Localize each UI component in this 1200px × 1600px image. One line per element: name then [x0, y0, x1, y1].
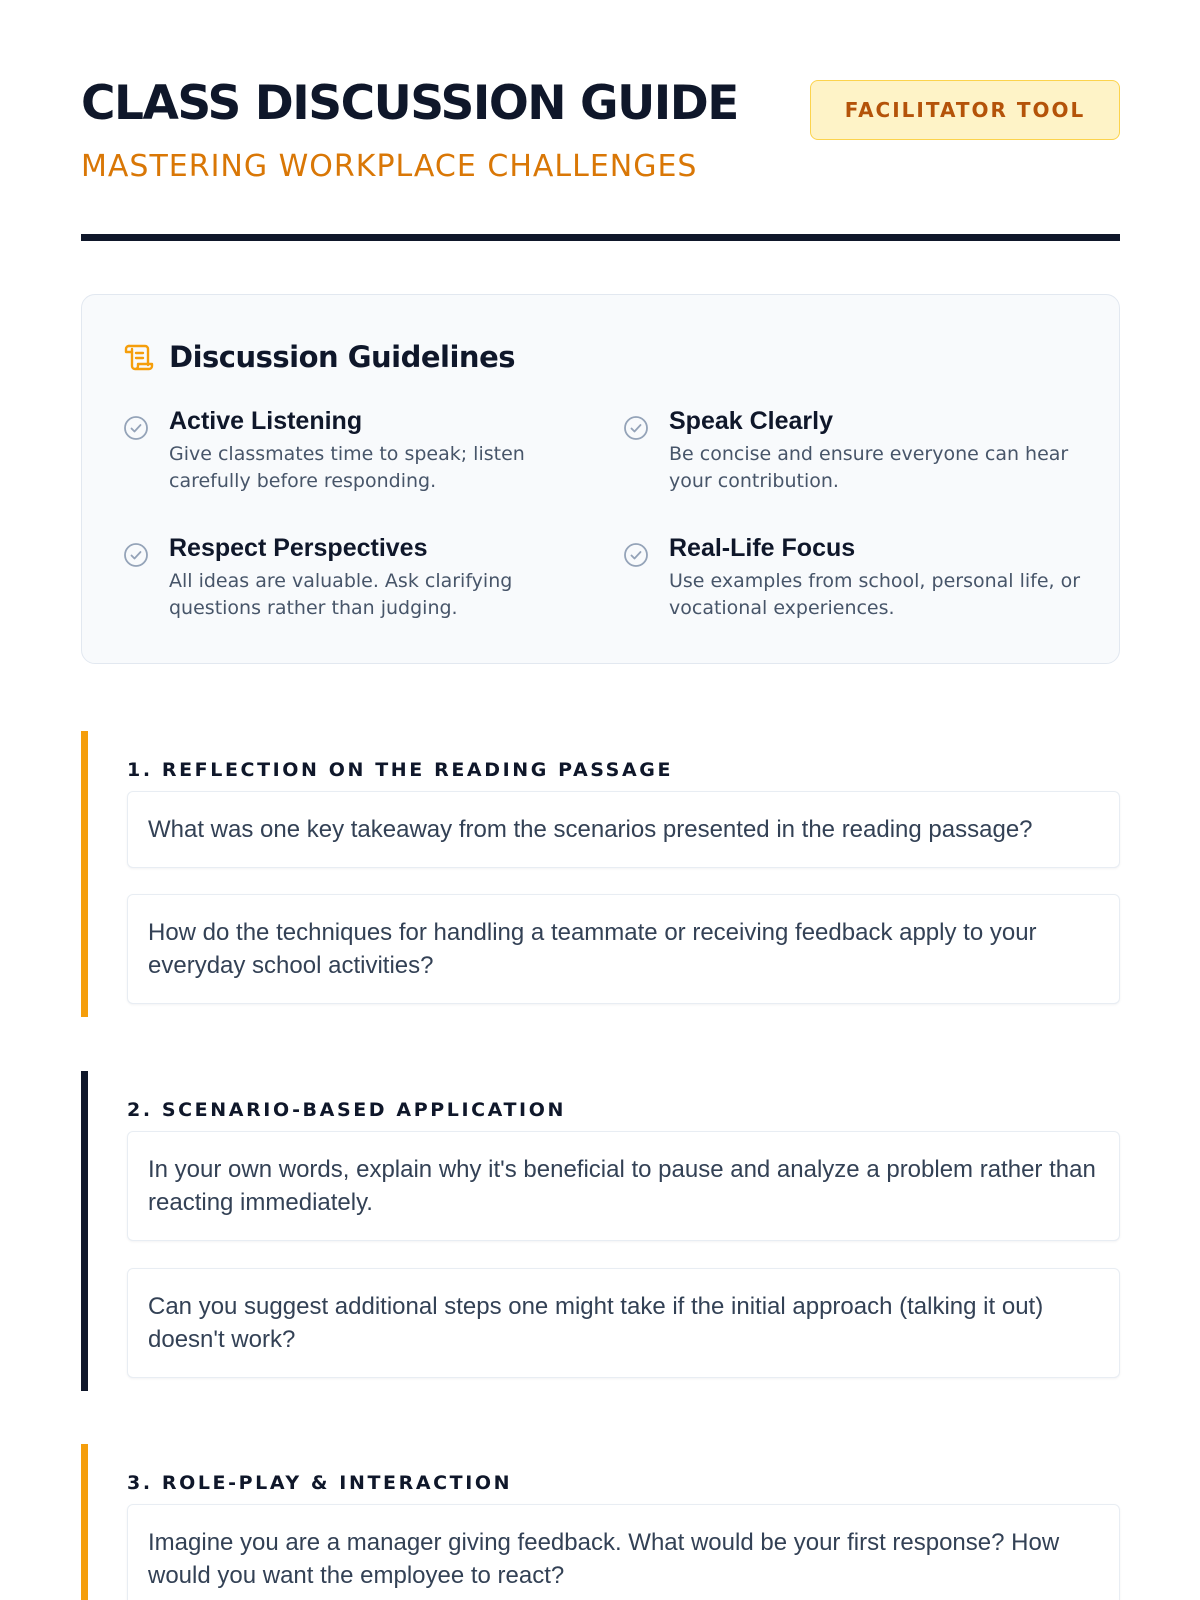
header-divider	[81, 234, 1120, 241]
section-accent-bar	[81, 1071, 88, 1391]
discussion-guide-page	[81, 0, 1120, 1589]
guideline-description: Use examples from school, personal life, or vocational experiences.	[669, 570, 1081, 619]
page-title: CLASS DISCUSSION GUIDE	[81, 76, 738, 131]
guideline-title: Real-Life Focus	[669, 534, 856, 562]
question-text: How do the techniques for handling a teammate or receiving feedback apply to your everyday school activities?	[148, 919, 1037, 979]
guideline-description: Be concise and ensure everyone can hear your contribution.	[669, 443, 1069, 492]
section-title: 1. REFLECTION ON THE READING PASSAGE	[127, 759, 674, 781]
check-circle-icon	[123, 415, 149, 441]
question-text: What was one key takeaway from the scenarios presented in the reading passage?	[148, 816, 1033, 843]
guideline-title: Active Listening	[169, 407, 363, 435]
question-card	[127, 1131, 1120, 1241]
section-accent-bar	[81, 1444, 88, 1600]
question-card	[127, 1504, 1120, 1600]
question-card	[127, 894, 1120, 1004]
page-header	[81, 0, 1120, 242]
guideline-description: Give classmates time to speak; listen carefully before responding.	[169, 443, 525, 492]
question-card	[127, 1268, 1120, 1378]
question-text: Can you suggest additional steps one might take if the initial approach (talking it out) doesn't work?	[148, 1293, 1044, 1353]
question-text: In your own words, explain why it's beneficial to pause and analyze a problem rather than reacting immediately.	[148, 1156, 1096, 1216]
section-accent-bar	[81, 731, 88, 1017]
discussion-guidelines-card	[81, 294, 1120, 664]
facilitator-badge: FACILITATOR TOOL	[810, 80, 1120, 140]
question-text: Imagine you are a manager giving feedback. What would be your first response? How would you want the employee to react?	[148, 1529, 1060, 1589]
guideline-title: Respect Perspectives	[169, 534, 428, 562]
guidelines-heading	[123, 340, 515, 374]
section-title: 3. ROLE-PLAY & INTERACTION	[127, 1472, 513, 1494]
guidelines-title: Discussion Guidelines	[169, 340, 516, 374]
page-subtitle: MASTERING WORKPLACE CHALLENGES	[81, 149, 698, 184]
section-reflection	[81, 731, 1120, 1017]
section-scenario	[81, 1071, 1120, 1391]
question-card	[127, 791, 1120, 868]
check-circle-icon	[123, 542, 149, 568]
scroll-icon	[123, 341, 155, 373]
check-circle-icon	[623, 542, 649, 568]
section-role-play	[81, 1444, 1120, 1600]
guideline-title: Speak Clearly	[669, 407, 833, 435]
check-circle-icon	[623, 415, 649, 441]
guideline-description: All ideas are valuable. Ask clarifying questions rather than judging.	[169, 570, 513, 619]
section-title: 2. SCENARIO-BASED APPLICATION	[127, 1099, 566, 1121]
